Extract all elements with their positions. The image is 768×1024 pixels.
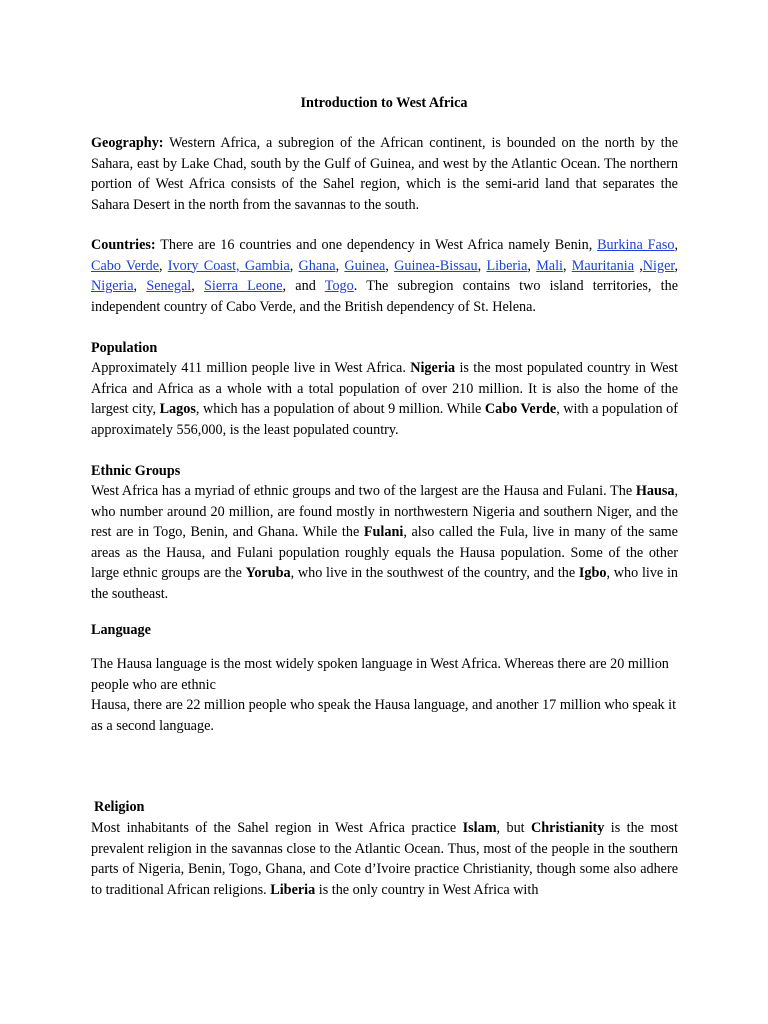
separator: , [674,257,679,274]
bold-text: Fulani [363,524,404,541]
countries-label: Countries: [91,237,156,253]
link-sierra-leone[interactable]: Sierra Leone [204,278,283,295]
countries-outro: . The subregion contains two island territories, the independent country of Cabo Verde, and the British dependency of St. Helena. [91,278,679,315]
bold-text: Christianity [531,820,605,836]
ethnic-groups-heading: Ethnic Groups [91,463,181,479]
link-guinea[interactable]: Guinea [344,257,386,274]
separator: , [634,257,643,274]
text-run: , who number around 20 million, are found mostly in northwestern Nigeria and southern Niger, and the rest are in Togo, Benin, and Ghana. While the [91,483,678,541]
link-nigeria[interactable]: Nigeria [91,278,134,295]
text-run: , also called the Fula, live in many of the same areas as the Hausa, and Fulani population roughly equals the Hausa population. Some of the other large ethnic groups are the [91,524,678,582]
separator: , [562,257,572,274]
separator: , [385,257,395,274]
link-cabo-verde[interactable]: Cabo Verde [91,257,159,274]
link-togo[interactable]: Togo [324,278,354,295]
language-line-1: The Hausa language is the most widely spoken language in West Africa. Whereas there are 20 million people who are ethnic [91,656,669,693]
population-paragraph [91,358,678,440]
bold-text: Nigeria [410,360,456,376]
geography-paragraph [91,133,678,215]
countries-intro: There are 16 countries and one dependency in West Africa namely Benin, [155,237,598,253]
language-line-2: Hausa, there are 22 million people who speak the Hausa language, and another 17 million who speak it as a second language. [91,697,677,734]
text-run: Approximately 411 million people live in West Africa. [91,360,411,376]
text-run: , with a population of approximately 556,000, is the least populated country. [91,401,678,438]
page-title: Introduction to West Africa [300,95,468,111]
bold-text: Islam [462,820,497,836]
countries-paragraph [91,235,678,317]
text-run: , but [496,820,532,836]
bold-text: Igbo [578,565,607,582]
separator: , [289,257,299,274]
population-heading: Population [91,340,158,356]
link-liberia[interactable]: Liberia [486,257,528,274]
separator: , and [282,278,325,295]
separator: , [527,257,537,274]
text-run: , who live in the southeast. [91,565,678,602]
link-mauritania[interactable]: Mauritania [571,257,635,274]
link-burkina-faso[interactable]: Burkina Faso [597,237,675,253]
ethnic-groups-paragraph [91,481,678,605]
language-heading: Language [91,622,151,638]
text-run: , which has a population of about 9 million. While [195,401,485,418]
link-ivory-coast-gambia[interactable]: Ivory Coast, Gambia [167,257,290,274]
bold-text: Yoruba [245,565,291,582]
separator: , [159,257,168,274]
religion-paragraph [91,818,678,900]
separator: , [133,278,147,295]
link-guinea-bissau[interactable]: Guinea-Bissau [394,257,478,274]
bold-text: Liberia [270,881,316,898]
text-run: is the most populated country in West Africa and Africa as a whole with a total population of over 210 million. It is also the home of the largest city, [91,360,678,418]
separator: , [674,237,678,253]
separator: , [191,278,204,295]
bold-text: Lagos [159,401,196,418]
text-run: Most inhabitants of the Sahel region in West Africa practice [91,820,463,836]
language-paragraph [91,654,678,736]
geography-label: Geography: [91,135,164,151]
bold-text: Hausa [635,483,675,499]
link-mali[interactable]: Mali [536,257,563,274]
separator: , [335,257,345,274]
text-run: , who live in the southwest of the country, and the [290,565,579,582]
link-senegal[interactable]: Senegal [146,278,192,295]
separator: , [477,257,487,274]
text-run: is the only country in West Africa with [315,881,539,898]
text-run: is the most prevalent religion in the savannas close to the Atlantic Ocean. Thus, most of the people in the southern parts of Nigeria, Benin, Togo, Ghana, and Cote d’Ivoire practice Christianity, though some also adhere to traditional African religions. [91,820,678,898]
religion-heading: Religion [94,799,145,815]
link-niger[interactable]: Niger [642,257,675,274]
bold-text: Cabo Verde [484,401,557,418]
link-ghana[interactable]: Ghana [298,257,336,274]
text-run: West Africa has a myriad of ethnic groups and two of the largest are the Hausa and Fulani. The [91,483,636,499]
geography-text: Western Africa, a subregion of the African continent, is bounded on the north by the Sahara, east by Lake Chad, south by the Gulf of Guinea, and west by the Atlantic Ocean. The northern portion of West Africa consists of the Sahel region, which is the semi-arid land that separates the Sahara Desert in the north from the savannas to the south. [91,135,678,213]
